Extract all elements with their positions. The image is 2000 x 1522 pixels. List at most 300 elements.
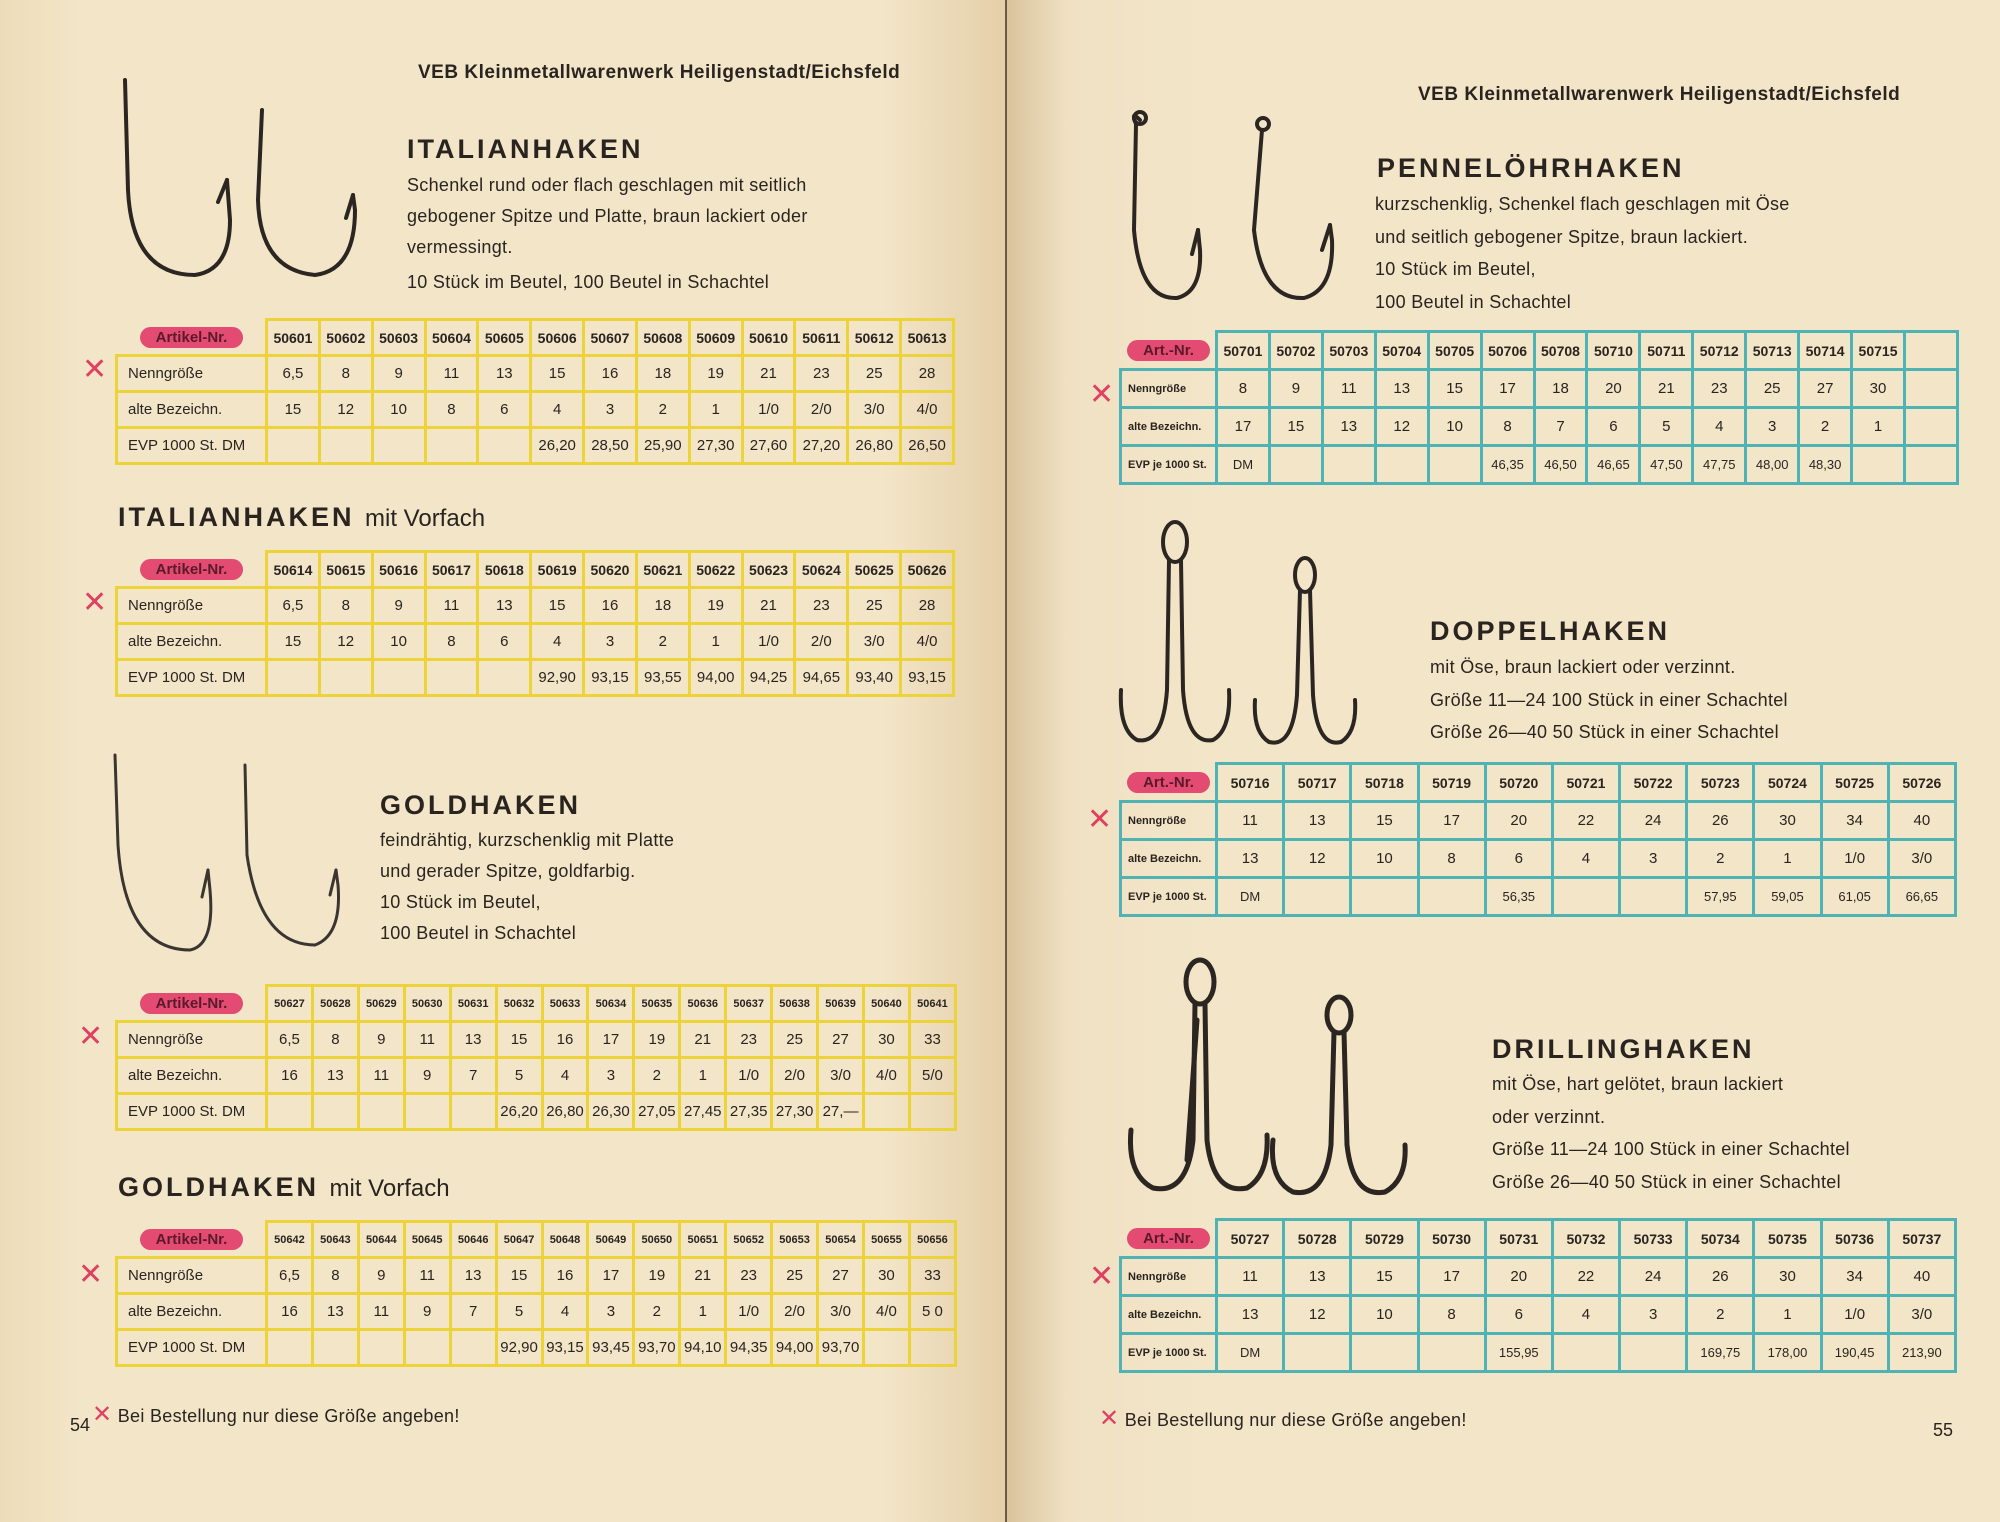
article-number-cell: 50731	[1485, 1220, 1552, 1258]
table-cell: 21	[742, 588, 795, 624]
table-cell: 9	[404, 1058, 450, 1094]
article-number-cell: 50722	[1620, 764, 1687, 802]
row-label: alte Bezeichn.	[117, 624, 267, 660]
table-cell: 5/0	[909, 1058, 955, 1094]
table-cell: 15	[531, 588, 584, 624]
table-cell: 6	[478, 392, 531, 428]
article-number-cell: 50640	[863, 986, 909, 1022]
table-cell: 4/0	[863, 1294, 909, 1330]
table-cell: 2/0	[795, 392, 848, 428]
table-cell: 33	[909, 1258, 955, 1294]
table-cell	[312, 1094, 358, 1130]
table-cell	[1904, 408, 1957, 446]
table-cell: 26,50	[901, 428, 954, 464]
table-header-row	[1121, 1220, 1956, 1258]
description-line: 10 Stück im Beutel,	[1375, 259, 1536, 279]
article-number-cell: 50609	[689, 320, 742, 356]
goldhaken-illustration	[110, 755, 370, 955]
table-cell: 6,5	[267, 588, 320, 624]
article-number-cell: 50612	[848, 320, 901, 356]
article-number-cell: 50736	[1821, 1220, 1888, 1258]
article-number-cell: 50633	[542, 986, 588, 1022]
drillinghaken-table	[1119, 1218, 1957, 1373]
table-cell: 30	[863, 1258, 909, 1294]
table-row	[117, 1058, 956, 1094]
table-cell: 3	[588, 1058, 634, 1094]
table-cell: 17	[1217, 408, 1270, 446]
goldhaken-title: GOLDHAKEN	[380, 790, 581, 820]
row-label: Nenngröße	[117, 588, 267, 624]
goldhaken-description	[380, 825, 674, 949]
row-label: EVP je 1000 St.	[1121, 878, 1217, 916]
description-line: und gerader Spitze, goldfarbig.	[380, 861, 636, 881]
table-cell: 26	[1687, 1258, 1754, 1296]
article-number-cell: 50649	[588, 1222, 634, 1258]
table-cell: 25,90	[636, 428, 689, 464]
table-cell: 11	[404, 1022, 450, 1058]
article-number-cell: 50617	[425, 552, 478, 588]
table-cell: DM	[1217, 878, 1284, 916]
article-number-cell: 50624	[795, 552, 848, 588]
table-cell: 27,—	[818, 1094, 864, 1130]
table-cell: 3/0	[818, 1058, 864, 1094]
table-cell: 11	[358, 1058, 404, 1094]
table-cell: 27,20	[795, 428, 848, 464]
article-number-cell: 50730	[1418, 1220, 1485, 1258]
table-cell	[1620, 1334, 1687, 1372]
italianhaken-description	[407, 170, 808, 298]
article-number-cell: 50622	[689, 552, 742, 588]
table-cell	[319, 428, 372, 464]
table-row	[117, 624, 954, 660]
table-cell: 94,00	[772, 1330, 818, 1366]
table-cell: 2	[636, 624, 689, 660]
article-number-label	[1121, 764, 1217, 802]
table-cell: 2	[634, 1294, 680, 1330]
article-number-cell: 50629	[358, 986, 404, 1022]
order-size-marker: ✕	[82, 586, 108, 619]
article-number-cell: 50716	[1217, 764, 1284, 802]
table-cell: 23	[795, 588, 848, 624]
table-cell: 10	[372, 624, 425, 660]
description-line: Größe 11—24 100 Stück in einer Schachtel	[1492, 1139, 1850, 1159]
table-cell	[1322, 446, 1375, 484]
doppelhaken-description	[1430, 651, 1788, 749]
table-cell: 11	[1322, 370, 1375, 408]
table-cell	[1351, 878, 1418, 916]
table-cell	[1552, 1334, 1619, 1372]
article-number-cell: 50655	[863, 1222, 909, 1258]
table-cell	[1418, 878, 1485, 916]
row-label: Nenngröße	[1121, 1258, 1217, 1296]
table-cell: 4	[542, 1058, 588, 1094]
article-number-cell: 50650	[634, 1222, 680, 1258]
row-label: alte Bezeichn.	[117, 1294, 267, 1330]
table-cell: 46,65	[1587, 446, 1640, 484]
order-size-marker: ✕	[78, 1020, 104, 1053]
table-cell: 27	[1799, 370, 1852, 408]
table-cell: 1	[1754, 1296, 1821, 1334]
table-row	[1121, 408, 1958, 446]
table-cell	[1428, 446, 1481, 484]
table-cell: 93,45	[588, 1330, 634, 1366]
article-number-cell: 50636	[680, 986, 726, 1022]
table-cell: 28	[901, 588, 954, 624]
table-cell: 23	[795, 356, 848, 392]
table-cell: 1	[689, 392, 742, 428]
table-cell: 26,80	[848, 428, 901, 464]
table-cell	[267, 660, 320, 696]
table-cell	[909, 1330, 955, 1366]
pennelohrhaken-illustration	[1122, 110, 1352, 310]
table-cell: 20	[1587, 370, 1640, 408]
article-number-cell: 50651	[680, 1222, 726, 1258]
table-cell	[1284, 878, 1351, 916]
table-cell: 94,35	[726, 1330, 772, 1366]
article-number-badge: Artikel-Nr.	[140, 559, 244, 580]
table-row	[1121, 878, 1956, 916]
article-number-badge: Art.-Nr.	[1127, 340, 1210, 361]
table-cell: 3/0	[1888, 840, 1955, 878]
table-cell: 13	[312, 1294, 358, 1330]
table-cell: 11	[425, 356, 478, 392]
table-cell: 21	[680, 1022, 726, 1058]
table-cell: 7	[450, 1058, 496, 1094]
article-number-cell: 50723	[1687, 764, 1754, 802]
table-cell: 13	[450, 1258, 496, 1294]
table-row	[1121, 1258, 1956, 1296]
description-line: oder verzinnt.	[1492, 1106, 1606, 1127]
article-number-cell: 50704	[1375, 332, 1428, 370]
article-number-label	[1121, 332, 1217, 370]
table-cell	[404, 1330, 450, 1366]
description-line: mit Öse, hart gelötet, braun lackiert	[1492, 1074, 1784, 1094]
article-number-cell: 50702	[1269, 332, 1322, 370]
article-number-cell: 50648	[542, 1222, 588, 1258]
table-header-row	[1121, 332, 1958, 370]
table-cell: 9	[358, 1258, 404, 1294]
table-cell	[425, 660, 478, 696]
table-cell: 47,75	[1693, 446, 1746, 484]
table-cell: 6,5	[267, 356, 320, 392]
article-number-cell: 50610	[742, 320, 795, 356]
table-cell: 2/0	[772, 1058, 818, 1094]
description-line: Schenkel rund oder flach geschlagen mit seitlich	[407, 175, 807, 195]
row-label: EVP 1000 St. DM	[117, 1330, 267, 1366]
table-cell: 26	[1687, 802, 1754, 840]
table-row	[1121, 370, 1958, 408]
article-number-cell: 50619	[531, 552, 584, 588]
goldhaken-vorfach-title: GOLDHAKEN mit Vorfach	[118, 1172, 450, 1202]
page-header: VEB Kleinmetallwarenwerk Heiligenstadt/Eichsfeld	[418, 62, 901, 83]
table-cell: 8	[319, 588, 372, 624]
table-cell: 10	[372, 392, 425, 428]
table-cell: 93,15	[584, 660, 637, 696]
table-cell: 13	[478, 588, 531, 624]
article-number-cell: 50601	[267, 320, 320, 356]
table-cell: 46,50	[1534, 446, 1587, 484]
article-number-cell: 50733	[1620, 1220, 1687, 1258]
table-cell: 18	[636, 356, 689, 392]
table-row	[117, 1258, 956, 1294]
table-cell	[404, 1094, 450, 1130]
table-cell: 12	[1375, 408, 1428, 446]
table-header-row	[1121, 764, 1956, 802]
table-cell: 48,00	[1746, 446, 1799, 484]
table-cell: 27,30	[689, 428, 742, 464]
table-row	[117, 428, 954, 464]
table-row	[117, 1022, 956, 1058]
goldhaken-table	[115, 984, 957, 1131]
description-line: mit Öse, braun lackiert oder verzinnt.	[1430, 657, 1736, 677]
table-cell: 27	[818, 1258, 864, 1294]
article-number-label	[117, 1222, 267, 1258]
table-cell: 13	[1375, 370, 1428, 408]
article-number-cell: 50603	[372, 320, 425, 356]
article-number-badge: Art.-Nr.	[1127, 772, 1210, 793]
article-number-cell: 50615	[319, 552, 372, 588]
table-cell: 3	[588, 1294, 634, 1330]
article-number-cell: 50611	[795, 320, 848, 356]
table-cell: 1/0	[726, 1294, 772, 1330]
table-cell: 13	[1217, 1296, 1284, 1334]
description-line: Größe 26—40 50 Stück in einer Schachtel	[1430, 722, 1779, 742]
page-number: 54	[70, 1415, 91, 1435]
description-line: 100 Beutel in Schachtel	[1375, 291, 1572, 312]
table-cell: 19	[634, 1258, 680, 1294]
table-cell: 15	[1428, 370, 1481, 408]
table-row	[117, 356, 954, 392]
table-row	[117, 588, 954, 624]
table-cell	[372, 428, 425, 464]
table-cell: 93,40	[848, 660, 901, 696]
table-cell: 28,50	[584, 428, 637, 464]
article-number-cell: 50647	[496, 1222, 542, 1258]
table-cell: 6	[478, 624, 531, 660]
table-cell: 17	[1481, 370, 1534, 408]
table-cell: 15	[496, 1022, 542, 1058]
italianhaken-table	[115, 318, 955, 465]
table-cell	[909, 1094, 955, 1130]
table-cell: 8	[312, 1258, 358, 1294]
row-label: EVP je 1000 St.	[1121, 446, 1217, 484]
table-cell: 94,25	[742, 660, 795, 696]
article-number-cell: 50618	[478, 552, 531, 588]
table-row	[1121, 1334, 1956, 1372]
table-cell: 1/0	[1821, 840, 1888, 878]
table-cell: 1/0	[742, 624, 795, 660]
table-cell: 9	[372, 356, 425, 392]
table-cell: 3/0	[848, 624, 901, 660]
goldhaken-vorfach-table	[115, 1220, 957, 1367]
article-number-cell: 50630	[404, 986, 450, 1022]
table-cell: 1/0	[726, 1058, 772, 1094]
table-cell	[863, 1330, 909, 1366]
table-cell: 93,70	[818, 1330, 864, 1366]
table-cell: 13	[1284, 1258, 1351, 1296]
article-number-badge: Artikel-Nr.	[140, 993, 244, 1014]
table-cell: 4	[1693, 408, 1746, 446]
table-cell: 27,60	[742, 428, 795, 464]
table-cell: 16	[267, 1294, 313, 1330]
table-cell: 1	[680, 1294, 726, 1330]
table-cell: 1	[680, 1058, 726, 1094]
table-cell: 7	[1534, 408, 1587, 446]
table-cell: 12	[319, 392, 372, 428]
table-row	[1121, 840, 1956, 878]
table-cell: 15	[531, 356, 584, 392]
order-size-marker: ✕	[78, 1258, 104, 1291]
article-number-cell: 50623	[742, 552, 795, 588]
table-header-row	[117, 1222, 956, 1258]
table-row	[117, 1294, 956, 1330]
table-cell	[312, 1330, 358, 1366]
table-cell: 16	[267, 1058, 313, 1094]
table-cell: 178,00	[1754, 1334, 1821, 1372]
table-cell: 10	[1428, 408, 1481, 446]
article-number-cell: 50613	[901, 320, 954, 356]
table-cell: 190,45	[1821, 1334, 1888, 1372]
table-cell: 26,20	[531, 428, 584, 464]
article-number-cell: 50607	[584, 320, 637, 356]
table-cell: 1/0	[742, 392, 795, 428]
table-cell: 2	[1687, 840, 1754, 878]
table-cell	[478, 660, 531, 696]
table-cell	[450, 1094, 496, 1130]
table-cell	[358, 1330, 404, 1366]
table-cell: 17	[588, 1022, 634, 1058]
table-cell: DM	[1217, 1334, 1284, 1372]
table-cell: 213,90	[1888, 1334, 1955, 1372]
article-number-cell: 50626	[901, 552, 954, 588]
table-cell	[1852, 446, 1905, 484]
article-number-label	[117, 552, 267, 588]
table-cell: 2	[1687, 1296, 1754, 1334]
table-cell: 19	[689, 356, 742, 392]
table-cell: 3/0	[848, 392, 901, 428]
table-cell: 13	[312, 1058, 358, 1094]
doppelhaken-illustration	[1117, 520, 1377, 760]
table-cell	[1418, 1334, 1485, 1372]
table-cell: 8	[425, 392, 478, 428]
table-row	[1121, 802, 1956, 840]
row-label: Nenngröße	[1121, 802, 1217, 840]
table-cell: 3	[1620, 840, 1687, 878]
row-label: EVP 1000 St. DM	[117, 1094, 267, 1130]
article-number-cell: 50711	[1640, 332, 1693, 370]
table-row	[117, 660, 954, 696]
table-cell: 27,45	[680, 1094, 726, 1130]
row-label: Nenngröße	[117, 1022, 267, 1058]
article-number-cell: 50737	[1888, 1220, 1955, 1258]
article-number-cell: 50604	[425, 320, 478, 356]
article-number-label	[117, 320, 267, 356]
row-label: alte Bezeichn.	[117, 392, 267, 428]
article-number-cell: 50639	[818, 986, 864, 1022]
article-number-cell: 50621	[636, 552, 689, 588]
table-cell: 27	[818, 1022, 864, 1058]
article-number-cell: 50719	[1418, 764, 1485, 802]
table-cell: 30	[1754, 802, 1821, 840]
pennelohrhaken-table	[1119, 330, 1959, 485]
table-cell	[267, 1330, 313, 1366]
page-header: VEB Kleinmetallwarenwerk Heiligenstadt/Eichsfeld	[1418, 84, 1901, 105]
table-cell: 6	[1587, 408, 1640, 446]
table-cell: 11	[1217, 1258, 1284, 1296]
table-cell: 22	[1552, 802, 1619, 840]
article-number-cell: 50735	[1754, 1220, 1821, 1258]
table-cell: 61,05	[1821, 878, 1888, 916]
table-cell: 4	[1552, 1296, 1619, 1334]
table-cell: 10	[1351, 1296, 1418, 1334]
table-cell: 34	[1821, 802, 1888, 840]
table-cell: 93,15	[542, 1330, 588, 1366]
description-line: 10 Stück im Beutel,	[380, 892, 541, 912]
description-line: 100 Beutel in Schachtel	[380, 923, 577, 943]
table-cell: 26,80	[542, 1094, 588, 1130]
article-number-cell: 50713	[1746, 332, 1799, 370]
article-number-cell: 50628	[312, 986, 358, 1022]
italianhaken-vorfach-table	[115, 550, 955, 697]
table-cell: 15	[1351, 802, 1418, 840]
table-cell: 11	[1217, 802, 1284, 840]
article-number-cell: 50635	[634, 986, 680, 1022]
table-cell: 92,90	[496, 1330, 542, 1366]
table-cell: 26,20	[496, 1094, 542, 1130]
table-cell	[267, 428, 320, 464]
table-cell: 56,35	[1485, 878, 1552, 916]
table-cell: 16	[542, 1022, 588, 1058]
table-cell: 30	[1852, 370, 1905, 408]
row-label: alte Bezeichn.	[1121, 408, 1217, 446]
table-cell: 4	[1552, 840, 1619, 878]
article-number-cell: 50732	[1552, 1220, 1619, 1258]
table-cell	[1620, 878, 1687, 916]
table-cell: 10	[1351, 840, 1418, 878]
table-cell: 2/0	[772, 1294, 818, 1330]
table-cell: 23	[1693, 370, 1746, 408]
table-cell: 23	[726, 1022, 772, 1058]
table-cell	[450, 1330, 496, 1366]
table-cell: 1/0	[1821, 1296, 1888, 1334]
table-cell: 11	[358, 1294, 404, 1330]
page-number: 55	[1933, 1420, 1954, 1440]
table-cell: 8	[312, 1022, 358, 1058]
table-cell	[1351, 1334, 1418, 1372]
table-row	[117, 1330, 956, 1366]
table-cell: 6,5	[267, 1022, 313, 1058]
table-cell: 92,90	[531, 660, 584, 696]
table-cell: 17	[1418, 802, 1485, 840]
table-cell: 4/0	[901, 392, 954, 428]
table-cell: 3	[1746, 408, 1799, 446]
drillinghaken-title: DRILLINGHAKEN	[1492, 1034, 1755, 1064]
table-cell: 15	[496, 1258, 542, 1294]
table-cell: 12	[1284, 840, 1351, 878]
table-row	[1121, 1296, 1956, 1334]
table-cell: 2/0	[795, 624, 848, 660]
table-cell: 25	[848, 356, 901, 392]
table-cell: 26,30	[588, 1094, 634, 1130]
article-number-cell: 50606	[531, 320, 584, 356]
article-number-cell: 50705	[1428, 332, 1481, 370]
table-cell: 47,50	[1640, 446, 1693, 484]
table-cell: 1	[1754, 840, 1821, 878]
article-number-cell: 50724	[1754, 764, 1821, 802]
article-number-cell: 50605	[478, 320, 531, 356]
order-size-marker: ✕	[82, 353, 108, 386]
table-cell: 3	[584, 624, 637, 660]
